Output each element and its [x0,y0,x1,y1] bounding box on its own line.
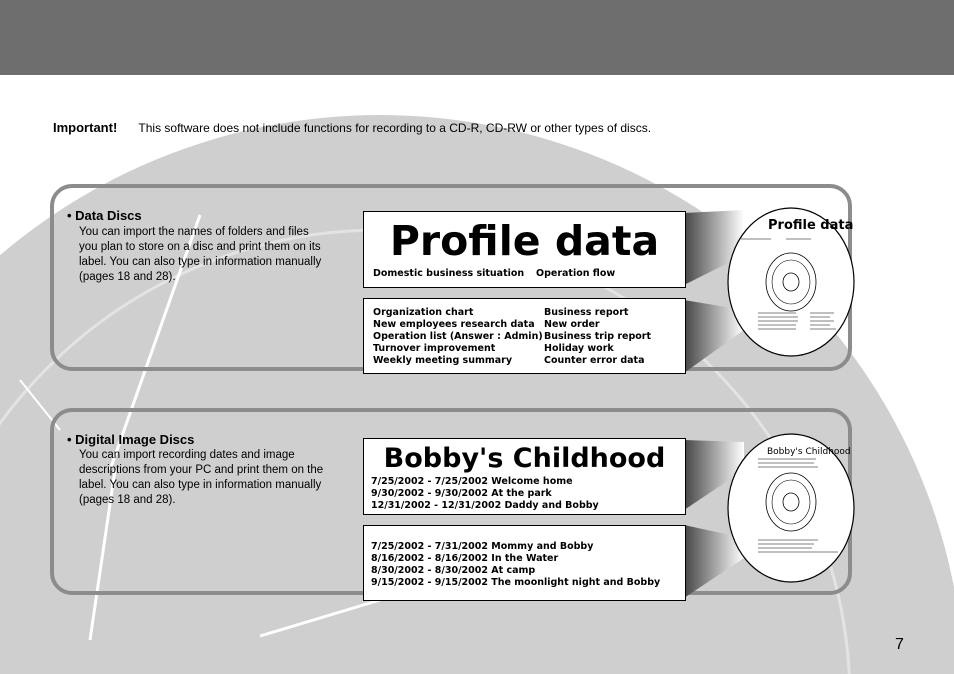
list-item: Operation list (Answer : Admin) [373,331,543,342]
list-item: Business report [544,307,629,318]
profile-disc-title: Profile data [768,218,854,233]
list-item: 8/16/2002 - 8/16/2002 In the Water [371,553,559,564]
childhood-disc-title: Bobby's Childhood [767,447,851,457]
profile-sub-2: Operation flow [536,268,616,279]
list-item: 7/25/2002 - 7/31/2002 Mommy and Bobby [371,541,594,552]
list-item: Organization chart [373,307,474,318]
list-item: 7/25/2002 - 7/25/2002 Welcome home [371,476,573,487]
list-item: 12/31/2002 - 12/31/2002 Daddy and Bobby [371,500,599,511]
list-item: Weekly meeting summary [373,355,513,366]
profile-label-title: Profile data [389,217,660,265]
data-discs-description: You can import the names of folders and files you plan to store on a disc and print them on its label. You can also type in information manually (pages 18 and 28). [79,226,322,283]
list-item: New employees research data [373,319,535,330]
data-discs-title: • Data Discs [67,208,142,223]
page-number: 7 [895,636,904,653]
list-item: 8/30/2002 - 8/30/2002 At camp [371,565,536,576]
childhood-label-title: Bobby's Childhood [383,443,666,474]
list-item: Turnover improvement [373,343,496,354]
list-item: 9/30/2002 - 9/30/2002 At the park [371,488,552,499]
list-item: Counter error data [544,355,645,366]
list-item: New order [544,319,600,330]
important-note [53,120,651,135]
header-bar [0,0,954,75]
profile-label-title-box [363,211,686,288]
list-item: Holiday work [544,343,614,354]
profile-file-list-box [363,298,686,374]
list-item: Business trip report [544,331,652,342]
childhood-date-list-box [363,525,686,601]
image-discs-title: • Digital Image Discs [67,432,195,447]
image-discs-description: You can import recording dates and image descriptions from your PC and print them on the label. You can also type in information manually (pages 18 and 28). [79,449,324,506]
childhood-label-title-box [363,438,686,515]
important-label: Important! [53,120,118,135]
important-text: This software does not include functions for recording to a CD-R, CD-RW or other types of discs. [138,121,652,135]
list-item: 9/15/2002 - 9/15/2002 The moonlight night and Bobby [371,577,661,588]
profile-sub-1: Domestic business situation [373,268,525,279]
